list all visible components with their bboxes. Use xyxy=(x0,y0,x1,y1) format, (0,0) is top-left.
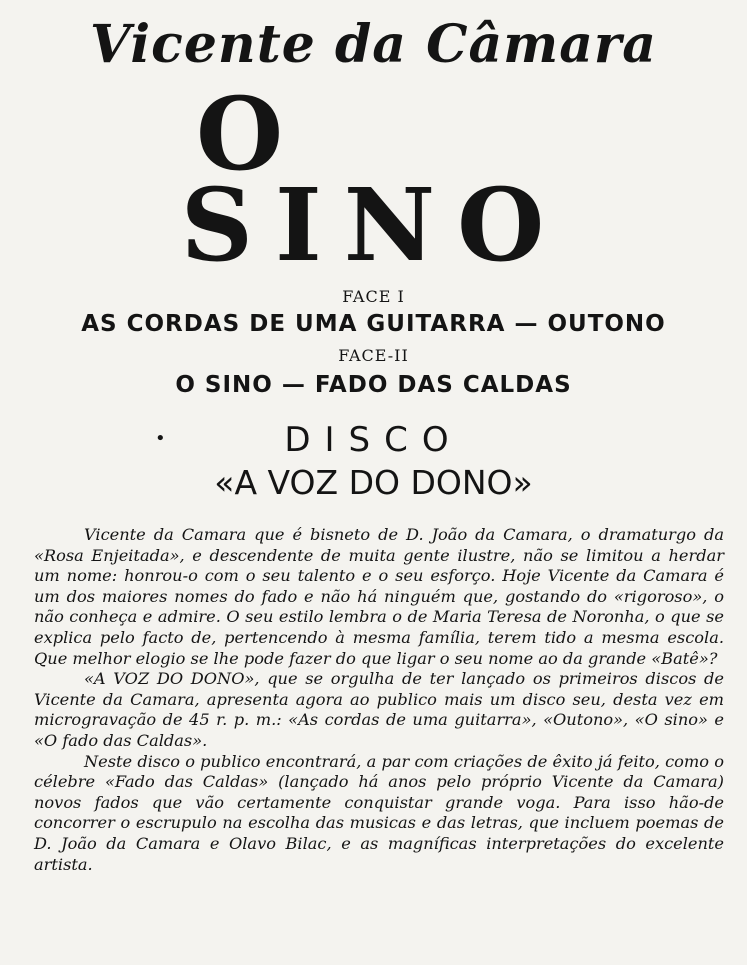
article-paragraph: «A VOZ DO DONO», que se orgulha de ter lançado os primeiros discos de Vicente da Camara, apresenta agora ao publico mais um disco seu, desta vez em microgravação de 45 r. p. m.: «As cordas de uma guitarra», «Outono», «O sino» e «O fado das Caldas». xyxy=(34,669,724,750)
record-label-name: «A VOZ DO DONO» xyxy=(214,463,533,502)
article-paragraph: Neste disco o publico encontrará, a par com criações de êxito já feito, como o célebre «Fado das Caldas» (lançado há anos pelo próprio Vicente da Camara) novos fados que vão certamente conquistar grande voga. Para isso hão-de concorrer o escrupulo na escolha das musicas e das letras, que incluem poemas de D. João da Camara e Olavo Bilac, e as magníficas interpretações do excelente artista. xyxy=(34,751,724,874)
face-1-songs: AS CORDAS DE UMA GUITARRA — OUTONO xyxy=(81,311,666,337)
ink-speck: • xyxy=(155,428,166,449)
artist-name: Vicente da Câmara xyxy=(90,14,657,75)
title-second-line: SINO xyxy=(180,166,567,284)
record-kind: DISCO xyxy=(284,420,463,460)
article-body xyxy=(34,525,724,875)
face-1-label: FACE I xyxy=(342,287,405,306)
article-paragraph: Vicente da Camara que é bisneto de D. João da Camara, o dramaturgo da «Rosa Enjeitada», e descendente de muita gente ilustre, não se limitou a herdar um nome: honrou-o com o seu talento e o seu esforço. Hoje Vicente da Camara é um dos maiores nomes do fado e não há ninguém que, gostando do «rigoroso», o não conheça e admire. O seu estilo lembra o de Maria Teresa de Noronha, o que se explica pelo facto de, pertencendo à mesma família, terem tido a mesma escola. Que melhor elogio se lhe pode fazer do que ligar o seu nome ao da grande «Batê»? xyxy=(34,525,724,668)
face-2-songs: O SINO — FADO DAS CALDAS xyxy=(175,372,572,398)
title-first-line: O xyxy=(196,75,284,193)
face-2-label: FACE-II xyxy=(338,346,409,365)
